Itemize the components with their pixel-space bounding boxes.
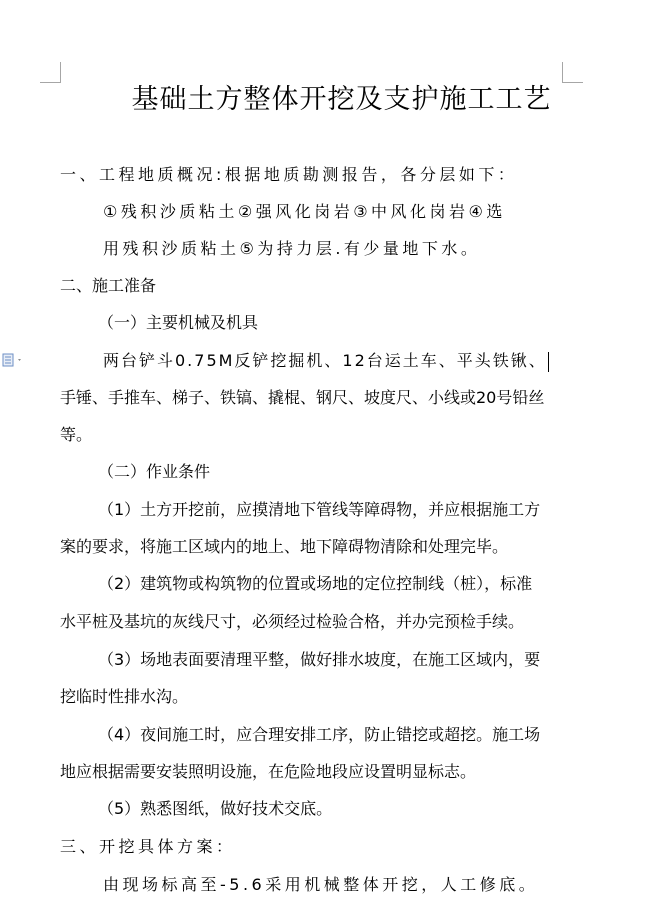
paragraph-line: （4）夜间施工时，应合理安排工序，防止错挖或超挖。施工场 — [98, 725, 541, 744]
paragraph-line: 由现场标高至-5.6采用机械整体开挖，人工修底。 — [103, 875, 539, 894]
document-title: 基础土方整体开挖及支护施工工艺 — [131, 84, 552, 115]
section-heading-3: 三、开挖具体方案： — [60, 837, 236, 856]
section-heading-2: 二、施工准备 — [60, 276, 157, 295]
paragraph-line: （5）熟悉图纸，做好技术交底。 — [98, 799, 333, 818]
paragraph-options-icon[interactable] — [2, 353, 26, 367]
text-cursor — [548, 352, 549, 372]
paragraph-line: 案的要求，将施工区域内的地上、地下障碍物清除和处理完毕。 — [60, 537, 509, 556]
subheading-2: （二）作业条件 — [98, 462, 211, 481]
paragraph-line: 两台铲斗0.75M反铲挖掘机、12台运土车、平头铁锹、 — [103, 351, 547, 370]
paragraph-line: 水平桩及基坑的灰线尺寸，必须经过检验合格，并办完预检手续。 — [60, 612, 525, 631]
paragraph-line: 用残积沙质粘土⑤为持力层.有少量地下水。 — [103, 239, 481, 258]
paragraph-line: （3）场地表面要清理平整，做好排水坡度，在施工区域内，要 — [98, 650, 541, 669]
paragraph-line: （1）土方开挖前，应摸清地下管线等障碍物，并应根据施工方 — [98, 500, 541, 519]
paragraph-line: 手锤、手推车、梯子、铁镐、撬棍、钢尺、坡度尺、小线或20号铅丝 — [60, 388, 545, 407]
paragraph-line: 地应根据需要安装照明设施，在危险地段应设置明显标志。 — [60, 762, 477, 781]
paragraph-line: （2）建筑物或构筑物的位置或场地的定位控制线（桩），标准 — [98, 574, 533, 593]
paragraph-line: 等。 — [60, 425, 93, 444]
subheading-1: （一）主要机械及机具 — [98, 313, 259, 332]
paragraph-line: ①残积沙质粘土②强风化岗岩③中风化岗岩④选 — [103, 202, 506, 221]
paragraph-line: 挖临时性排水沟。 — [60, 687, 189, 706]
section-heading-1: 一、工程地质概况:根据地质勘测报告，各分层如下： — [60, 165, 518, 184]
